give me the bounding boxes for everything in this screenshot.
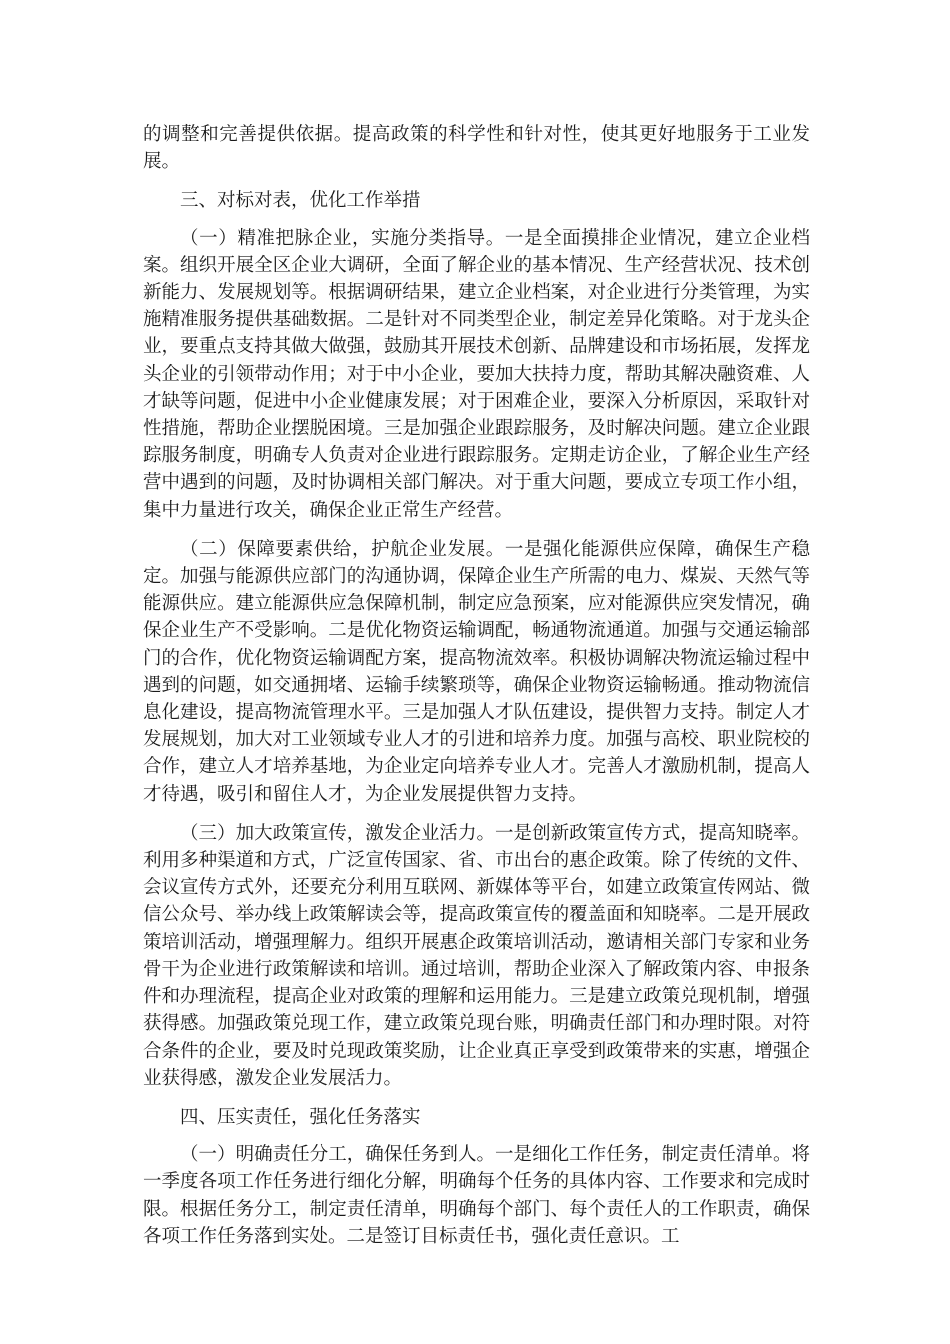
paragraph-4-1: （一）明确责任分工，确保任务到人。一是细化工作任务，制定责任清单。将一季度各项工作任务进行细化分解，明确每个任务的具体内容、工作要求和完成时限。根据任务分工，制定责任清单，明确每个部门、每个责任人的工作职责，确保各项工作任务落到实处。二是签订目标责任书，强化责任意识。工 <box>143 1144 810 1247</box>
paragraph-3-1: （一）精准把脉企业，实施分类指导。一是全面摸排企业情况，建立企业档案。组织开展全区企业大调研，全面了解企业的基本情况、生产经营状况、技术创新能力、发展规划等。根据调研结果，建立企业档案，对企业进行分类管理，为实施精准服务提供基础数据。二是针对不同类型企业，制定差异化策略。对于龙头企业，要重点支持其做大做强，鼓励其开展技术创新、品牌建设和市场拓展，发挥龙头企业的引领带动作用；对于中小企业，要加大扶持力度，帮助其解决融资难、人才缺等问题，促进中小企业健康发展；对于困难企业，要深入分析原因，采取针对性措施，帮助企业摆脱困境。三是加强企业跟踪服务，及时解决问题。建立企业跟踪服务制度，明确专人负责对企业进行跟踪服务。定期走访企业，了解企业生产经营中遇到的问题，及时协调相关部门解决。对于重大问题，要成立专项工作小组，集中力量进行攻关，确保企业正常生产经营。 <box>143 227 810 521</box>
paragraph-continuation: 的调整和完善提供依据。提高政策的科学性和针对性，使其更好地服务于工业发展。 <box>143 124 810 173</box>
section-heading-4: 四、压实责任，强化任务落实 <box>180 1106 421 1128</box>
document-page <box>143 121 810 1262</box>
paragraph-3-3: （三）加大政策宣传，激发企业活力。一是创新政策宣传方式，提高知晓率。利用多种渠道和方式，广泛宣传国家、省、市出台的惠企政策。除了传统的文件、会议宣传方式外，还要充分利用互联网、新媒体等平台，如建立政策宣传网站、微信公众号、举办线上政策解读会等，提高政策宣传的覆盖面和知晓率。二是开展政策培训活动，增强理解力。组织开展惠企政策培训活动，邀请相关部门专家和业务骨干为企业进行政策解读和培训。通过培训，帮助企业深入了解政策内容、申报条件和办理流程，提高企业对政策的理解和运用能力。三是建立政策兑现机制，增强获得感。加强政策兑现工作，建立政策兑现台账，明确责任部门和办理时限。对符合条件的企业，要及时兑现政策奖励，让企业真正享受到政策带来的实惠，增强企业获得感，激发企业发展活力。 <box>143 822 810 1089</box>
section-heading-3: 三、对标对表，优化工作举措 <box>180 190 421 212</box>
paragraph-3-2: （二）保障要素供给，护航企业发展。一是强化能源供应保障，确保生产稳定。加强与能源供应部门的沟通协调，保障企业生产所需的电力、煤炭、天然气等能源供应。建立能源供应急保障机制，制定应急预案，应对能源供应突发情况，确保企业生产不受影响。二是优化物资运输调配，畅通物流通道。加强与交通运输部门的合作，优化物资运输调配方案，提高物流效率。积极协调解决物流运输过程中遇到的问题，如交通拥堵、运输手续繁琐等，确保企业物资运输畅通。推动物流信息化建设，提高物流管理水平。三是加强人才队伍建设，提供智力支持。制定人才发展规划，加大对工业领域专业人才的引进和培养力度。加强与高校、职业院校的合作，建立人才培养基地，为企业定向培养专业人才。完善人才激励机制，提高人才待遇，吸引和留住人才，为企业发展提供智力支持。 <box>143 538 810 805</box>
